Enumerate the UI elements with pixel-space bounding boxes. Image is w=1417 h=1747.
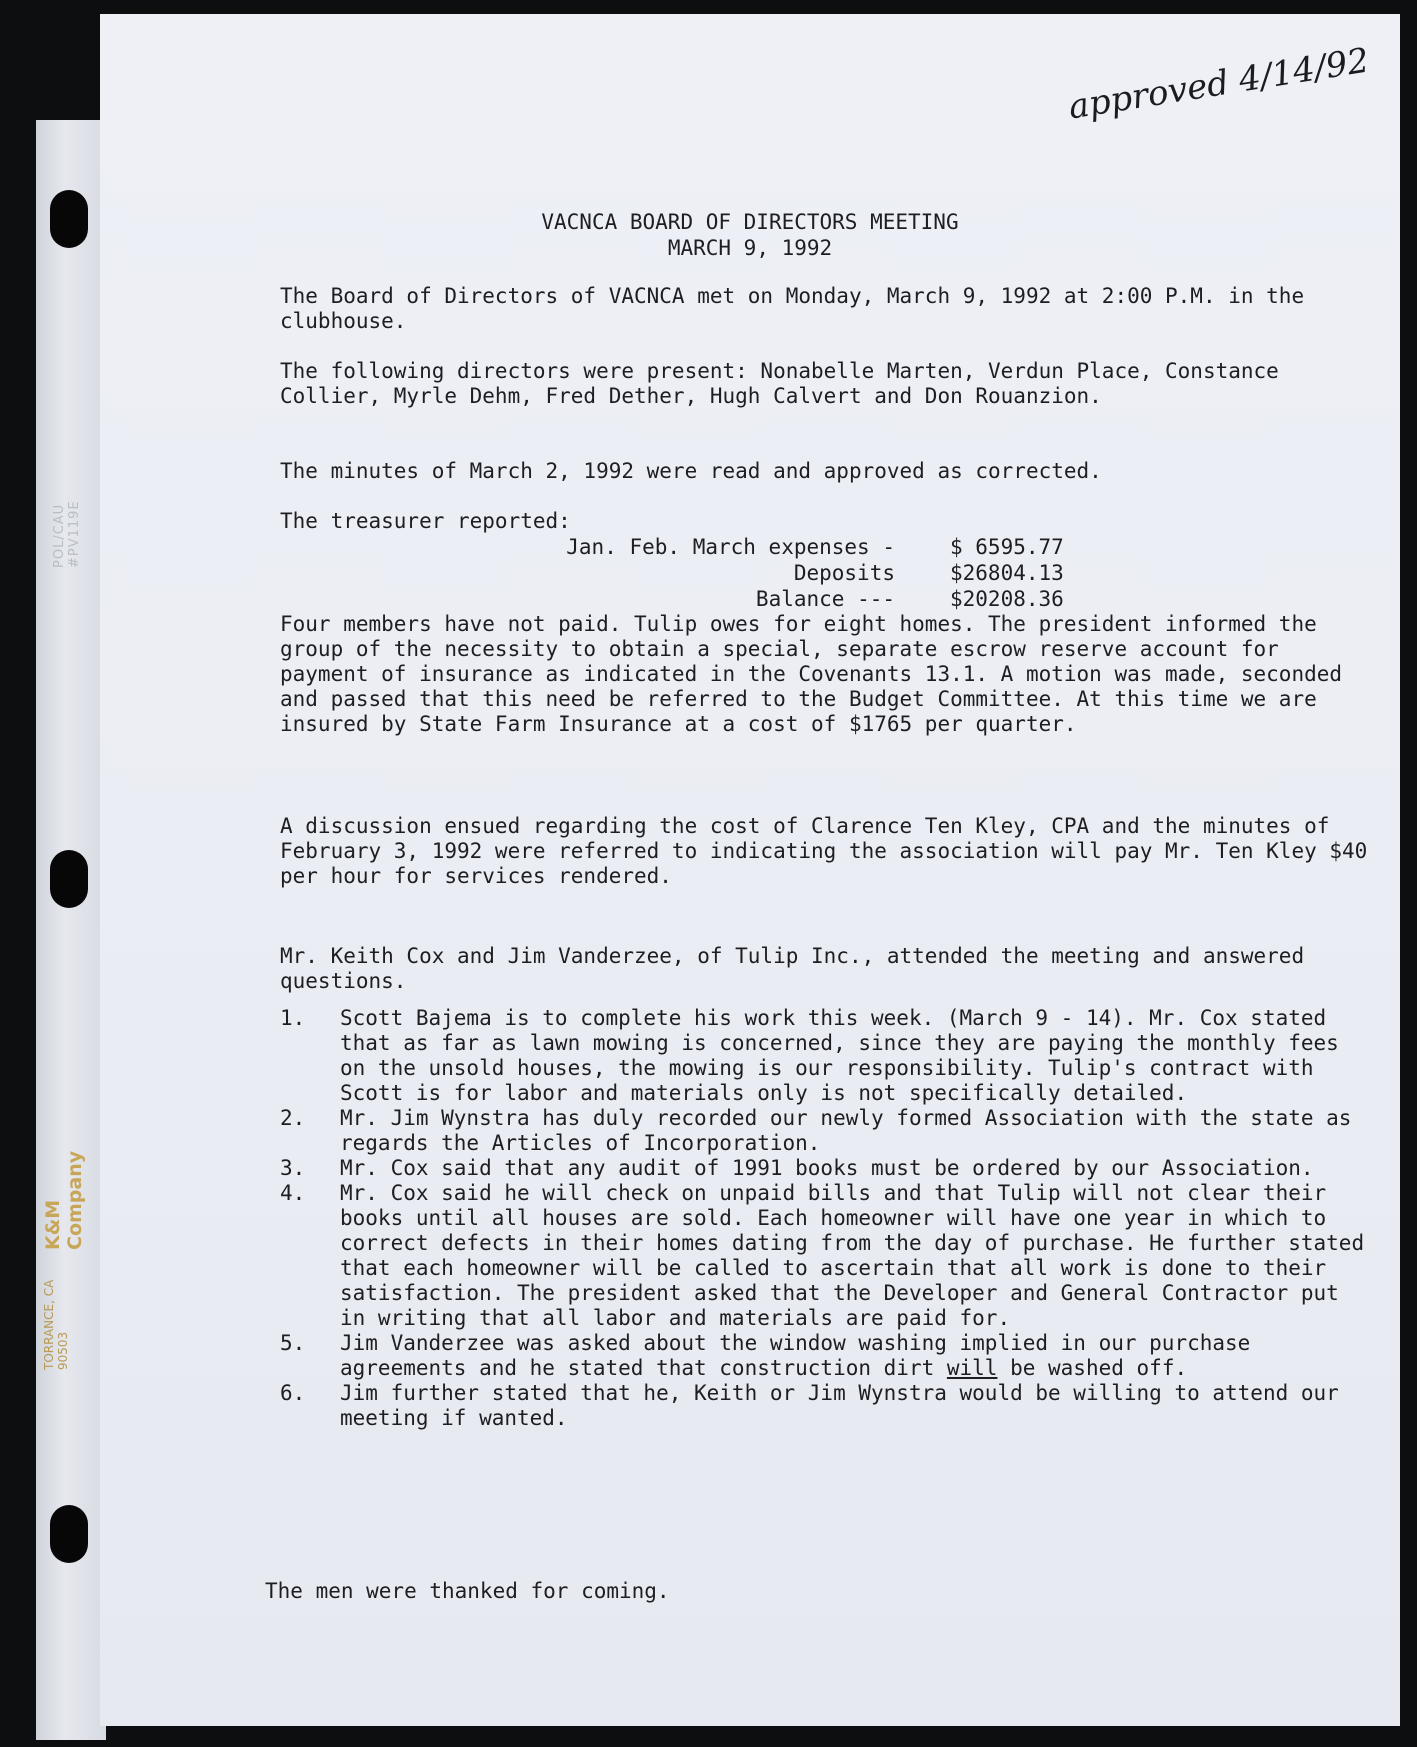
treasurer-value: $ 6595.77: [950, 535, 1064, 559]
list-item: [280, 1181, 1372, 1331]
item-number: 5.: [280, 1331, 306, 1355]
item-text: [340, 1331, 1250, 1380]
item-text: Scott Bajema is to complete his work this week. (March 9 - 14). Mr. Cox stated that as far as lawn mowing is concerned, since they are paying the monthly fees on the unsold houses, the mowing is our responsibility. Tulip's contract with Scott is for labor and materials only is not specifically detailed.: [340, 1006, 1339, 1105]
list-item: [280, 1106, 1372, 1156]
brand-name: K&M Company: [42, 1150, 86, 1250]
document-page: [100, 14, 1400, 1726]
item-number: 4.: [280, 1181, 306, 1205]
item-number: 2.: [280, 1106, 306, 1130]
item-text: Mr. Cox said that any audit of 1991 books must be ordered by our Association.: [340, 1156, 1314, 1180]
treasurer-report: [280, 535, 1180, 615]
item-number: 3.: [280, 1156, 306, 1180]
treasurer-value: $20208.36: [950, 587, 1064, 611]
list-item: [280, 1331, 1372, 1381]
list-item: [280, 1006, 1372, 1106]
treasurer-intro: The treasurer reported:: [280, 509, 571, 533]
item-text-part: Jim Vanderzee was asked about the window washing implied in our purchase agreements and he stated that construction dirt: [340, 1331, 1251, 1380]
handwritten-approval: approved 4/14/92: [1065, 40, 1372, 128]
list-item: [280, 1156, 1372, 1181]
closing-line: The men were thanked for coming.: [265, 1579, 670, 1603]
sleeve-brand: [42, 1110, 94, 1370]
paragraph-tulip: Mr. Keith Cox and Jim Vanderzee, of Tulip Inc., attended the meeting and answered questions.: [280, 944, 1305, 993]
treasurer-label: Jan. Feb. March expenses -: [566, 535, 895, 559]
binder-hole: [50, 1505, 88, 1563]
item-text: Mr. Jim Wynstra has duly recorded our newly formed Association with the state as regards the Articles of Incorporation.: [340, 1106, 1352, 1155]
paragraph-meeting: The Board of Directors of VACNCA met on Monday, March 9, 1992 at 2:00 P.M. in the clubhouse.: [280, 284, 1305, 333]
treasurer-label: Balance ---: [755, 587, 895, 611]
edge-stamp: POL/CAU #PV119E: [52, 500, 82, 568]
binder-hole: [50, 190, 88, 248]
paragraph-minutes: The minutes of March 2, 1992 were read and approved as corrected.: [280, 459, 1102, 483]
item-text: Jim further stated that he, Keith or Jim Wynstra would be willing to attend our meeting if wanted.: [340, 1381, 1339, 1430]
paragraph-present: The following directors were present: Nonabelle Marten, Verdun Place, Constance Collier, Myrle Dehm, Fred Dether, Hugh Calvert and Don Rouanzion.: [280, 359, 1279, 408]
treasurer-value: $26804.13: [950, 561, 1064, 585]
item-text-part: be washed off.: [997, 1356, 1188, 1380]
paragraph-escrow: Four members have not paid. Tulip owes for eight homes. The president informed the group of the necessity to obtain a special, separate escrow reserve account for payment of insurance as indicated in the Covenants 13.1. A motion was made, seconded and passed that this need be referred to the Budget Committee. At this time we are insured by State Farm Insurance at a cost of $1765 per quarter.: [280, 612, 1343, 736]
document-title: VACNCA BOARD OF DIRECTORS MEETING: [541, 210, 959, 234]
treasurer-label: Deposits: [793, 561, 895, 585]
sheet-protector-edge: [36, 120, 106, 1740]
brand-city: TORRANCE, CA 90503: [42, 1279, 70, 1370]
paragraph-cpa: A discussion ensued regarding the cost of Clarence Ten Kley, CPA and the minutes of February 3, 1992 were referred to indicating the association will pay Mr. Ten Kley $40 per hour for services rendered.: [280, 814, 1368, 888]
underlined-word: will: [946, 1356, 998, 1380]
document-date: MARCH 9, 1992: [667, 236, 833, 260]
list-item: [280, 1381, 1372, 1431]
item-number: 6.: [280, 1381, 306, 1405]
item-text: Mr. Cox said he will check on unpaid bills and that Tulip will not clear their books until all houses are sold. Each homeowner will have one year in which to correct defects in their homes dating from the day of purchase. He further stated that each homeowner will be called to ascertain that all work is done to their satisfaction. The president asked that the Developer and General Contractor put in writing that all labor and materials are paid for.: [340, 1181, 1365, 1330]
item-number: 1.: [280, 1006, 306, 1030]
binder-hole: [50, 850, 88, 908]
discussion-list: [280, 1006, 1372, 1431]
